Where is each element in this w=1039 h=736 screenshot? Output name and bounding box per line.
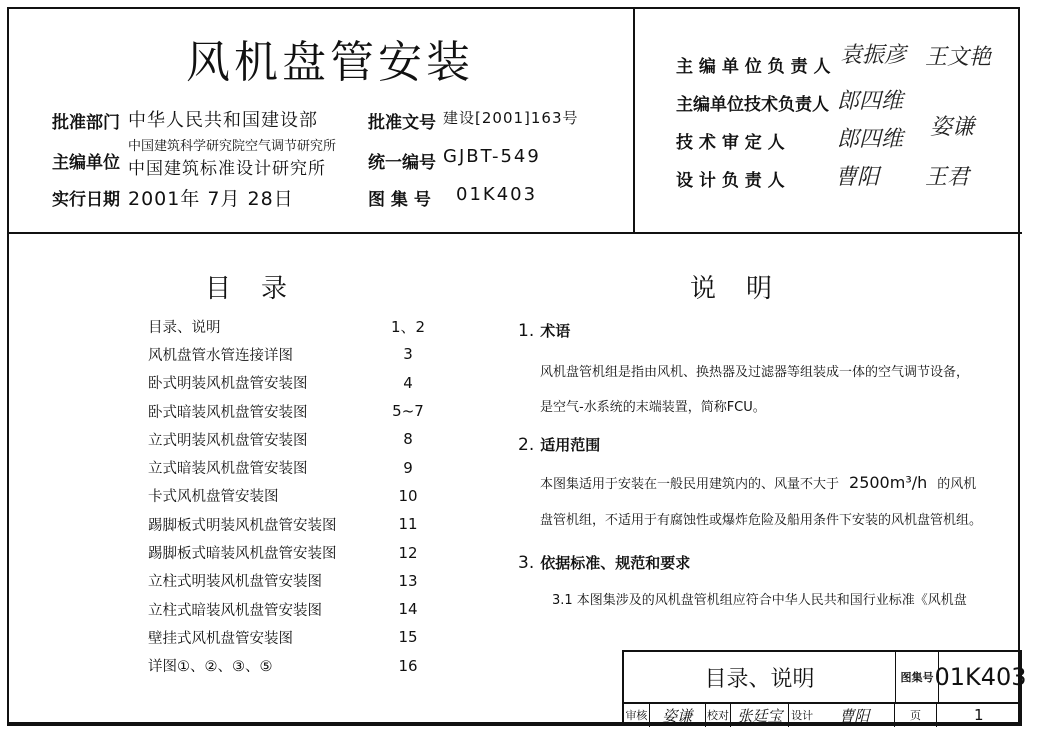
review-label: 审核: [624, 703, 650, 727]
signature: 袁振彦: [840, 43, 907, 68]
paragraph-line: [540, 473, 976, 492]
toc-item[interactable]: [148, 397, 428, 425]
paragraph-text: 的风机: [937, 477, 977, 492]
paragraph-line: 是空气-水系统的末端装置，简称FCU。: [540, 400, 766, 415]
approval-dept-label: 批准部门: [52, 113, 120, 133]
toc-item-page: 9: [403, 458, 413, 477]
toc-item-page: 1、2: [390, 317, 426, 336]
toc-item[interactable]: [148, 425, 428, 453]
atlas-title: 风机盘管安装: [186, 37, 474, 88]
section-number: 2.: [518, 435, 535, 455]
page-label: 页: [895, 703, 938, 727]
check-label: 校对: [706, 703, 732, 727]
chief-editor-value-1: 中国建筑科学研究院空气调节研究所: [128, 139, 337, 154]
header-divider: [633, 7, 635, 233]
signature: 郎四维: [837, 127, 904, 152]
design-signature: 曹阳: [815, 703, 895, 727]
toc-item[interactable]: [148, 369, 428, 397]
resp-label-chief-unit: 主 编 单 位 负 责 人: [676, 57, 831, 77]
toc-item-label: 风机盘管水管连接详图: [148, 347, 293, 364]
paragraph-line: 盘管机组，不适用于有腐蚀性或爆炸危险及船用条件下安装的风机盘管机组。: [540, 513, 983, 528]
drawing-name: 目录、说明: [624, 652, 896, 702]
toc-item-page: 5~7: [392, 402, 424, 421]
unified-code-label: 统一编号: [368, 153, 436, 173]
toc-item-label: 壁挂式风机盘管安装图: [148, 630, 293, 647]
page-value: 1: [973, 706, 984, 724]
section-heading-text: 术语: [540, 322, 571, 340]
signature: 姿谦: [930, 115, 975, 140]
section-heading-scope: [518, 434, 600, 455]
airflow-value: 2500m³/h: [849, 473, 928, 492]
paragraph-line: 风机盘管机组是指由风机、换热器及过滤器等组装成一体的空气调节设备，: [540, 365, 970, 380]
toc-item-label: 踢脚板式暗装风机盘管安装图: [148, 546, 337, 563]
toc-item-label: 目录、说明: [148, 319, 221, 336]
resp-label-tech-review: 技 术 审 定 人: [676, 133, 785, 153]
title-block: [622, 650, 1027, 726]
section-heading-text: 适用范围: [540, 436, 601, 454]
toc-item[interactable]: [148, 482, 428, 510]
signature: 郎四维: [837, 89, 904, 114]
toc-item[interactable]: [148, 510, 428, 538]
atlas-no-label: 图 集 号: [368, 190, 431, 210]
toc-item-label: 立式暗装风机盘管安装图: [148, 461, 308, 478]
paragraph-text: 本图集适用于安装在一般民用建筑内的、风量不大于: [540, 477, 840, 492]
approval-doc-value: 建设[2001]163号: [443, 109, 579, 127]
toc-item-page: 3: [403, 345, 413, 364]
approval-dept-value: 中华人民共和国建设部: [128, 110, 318, 131]
toc-item[interactable]: [148, 623, 428, 651]
unified-code-value: GJBT-549: [443, 146, 541, 167]
signature: 王文艳: [925, 45, 992, 70]
toc-item-page: 11: [398, 515, 418, 534]
toc-item[interactable]: [148, 595, 428, 623]
chief-editor-value-2: 中国建筑标准设计研究所: [128, 159, 326, 179]
toc-item[interactable]: [148, 567, 428, 595]
check-signature: 张廷宝: [731, 703, 789, 727]
toc-item-page: 16: [398, 656, 418, 675]
toc-item[interactable]: [148, 340, 428, 368]
section-heading-terms: [518, 320, 570, 341]
toc-item-label: 立柱式明装风机盘管安装图: [148, 574, 322, 591]
resp-label-tech-lead: 主编单位技术负责人: [676, 95, 829, 115]
toc-item-label: 立式明装风机盘管安装图: [148, 432, 308, 449]
atlas-no-value: 01K403: [934, 663, 1027, 691]
toc-list: [148, 312, 428, 680]
effective-date-label: 实行日期: [52, 190, 120, 210]
section-number: 1.: [518, 321, 535, 341]
toc-item[interactable]: [148, 312, 428, 340]
toc-item-page: 13: [398, 571, 418, 590]
resp-label-design-lead: 设 计 负 责 人: [676, 171, 785, 191]
toc-item-page: 15: [398, 628, 418, 647]
toc-item-page: 14: [398, 600, 418, 619]
effective-date-value: 2001年 7月 28日: [128, 188, 294, 210]
frame-bottom-line: [7, 724, 1022, 726]
section-heading-standards: [518, 552, 690, 573]
toc-item-page: 10: [398, 486, 418, 505]
explanation-title: 说明: [690, 274, 803, 304]
toc-item-page: 8: [403, 430, 413, 449]
design-label: 设计: [791, 709, 814, 722]
toc-item[interactable]: [148, 453, 428, 481]
section-heading-text: 依据标准、规范和要求: [540, 554, 691, 572]
toc-item-page: 12: [398, 543, 418, 562]
paragraph-line: 3.1 本图集涉及的风机盘管机组应符合中华人民共和国行业标准《风机盘: [552, 593, 967, 608]
section-number: 3.: [518, 553, 535, 573]
toc-item[interactable]: [148, 538, 428, 566]
toc-item[interactable]: [148, 652, 428, 680]
signature: 王君: [925, 165, 970, 190]
chief-editor-label: 主编单位: [52, 153, 120, 173]
atlas-no-value: 01K403: [456, 184, 538, 205]
toc-item-label: 踢脚板式明装风机盘管安装图: [148, 517, 337, 534]
signature: 曹阳: [835, 165, 880, 190]
toc-item-label: 详图①、②、③、⑤: [148, 659, 273, 676]
atlas-no-label: 图集号: [896, 652, 939, 702]
toc-item-label: 卧式暗装风机盘管安装图: [148, 404, 308, 421]
review-signature: 姿谦: [650, 703, 706, 727]
toc-item-label: 立柱式暗装风机盘管安装图: [148, 602, 322, 619]
toc-title: 目录: [205, 274, 318, 304]
approval-doc-label: 批准文号: [368, 113, 436, 133]
toc-item-page: 4: [403, 373, 413, 392]
toc-item-label: 卧式明装风机盘管安装图: [148, 376, 308, 393]
toc-item-label: 卡式风机盘管安装图: [148, 489, 279, 506]
